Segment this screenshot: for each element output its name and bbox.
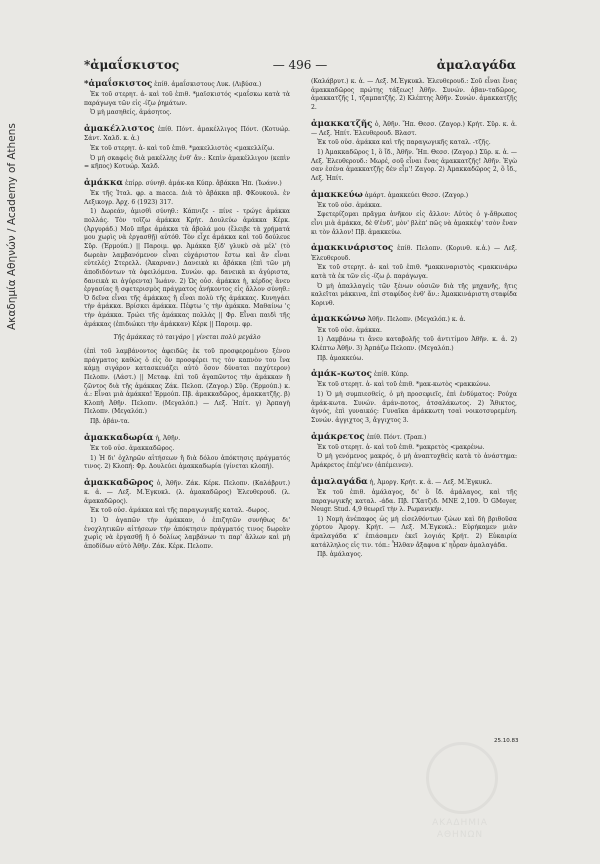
header-left-word: *ἀμαΐσκιστος [84,58,180,72]
headword: ἀμαλαγάδα [311,476,368,487]
dictionary-entry [84,123,290,172]
academy-side-label: Ακαδημία Αθηνών / Academy of Athens [6,123,18,330]
entry-paragraph [311,551,517,560]
entry-text: ἡ, Ἀμοργ. Κρήτ. κ. ἀ. — Λεξ. Μ.Ἐγκυκλ. [369,478,493,486]
entry-paragraph [84,190,290,207]
page-number: — 496 — [272,58,328,72]
entry-paragraph [84,445,290,454]
entry-text: Ἐκ τοῦ οὐσ. ἀμάκκα. [317,201,382,209]
date-stamp: 25.10.83 [494,738,519,744]
entry-paragraph [311,211,517,237]
entry-text: ἐπίθ. ἀμαΐσκιστους Λυκ. (Λιβύσα.) [154,81,262,88]
entry-paragraph [311,242,517,263]
entry-paragraph [311,391,517,426]
entry-paragraph [311,264,517,281]
entry-text: ἐπίθ. Πελοπν. (Κορινθ. κ.ἀ.) — Λεξ. Ἐλευθερουδ. [311,245,517,262]
entry-text: ἀμάρτ. ἀμακκεύει Θεσσ. (Ζαγορ.) [364,191,469,199]
headword: ἀμάκκα [84,177,124,188]
entry-text: 1) Δωρεάν, ἀμισθὶ σύνηθ.: Κάπνιζε - πίνε - τρώγε ἀμάκκα πολλάς. Τὸν τοῖζω ἀμάκκα Κρήτ. Δουλεύω ἀμάκκα Κέρκ. (Ἀργυράδ.) Μοῦ πῆρε ἀμάκκα τὰ ἄβολά μου (ἔλειβε τὰ χρήματά μου χωρὶς νὰ ἐργασθῇ) αὐτόθ. Τὸν εἶχε ἀμάκκα καὶ τοῦ δούλευε Σῦρ. (Ἑρμούπ.) || Παροιμ. φρ. Ἀμάκκα ξίδ' γλυκὺ σὰ μέλ' (τὸ δωρεὰν λαμβανόμενον εἶναι εὐχάριστον ἔστω καὶ ἂν εἶναι εὐτελές) Στερελλ. (Ἀκαρναν.) Δανεικὰ κι ἄβάκκα (ἐπὶ τῶν μὴ ἀποδιδόντων τὰ ὀφειλόμενα. Συνών. φρ. δανεικὰ κι ἀγύριστα, δανεικὰ κι ἀγύρεντα) Ἰωάνν. 2) Ὡς οὐσ. ἀμάκκα ἡ, κέρδος ἄνευ ἐργασίας ἢ σφετερισμὸς πράγματος ἀνήκοντος εἰς ἄλλον σύνηθ.: Ὁ δεῖνα εἶναι τῆς ἀμάκκας ἢ εἶναι πολὺ τῆς ἀμάκκας. Κυνηγάει τὴν ἀμάκκα. Βρίσκει ἀμάκκα. Πέφτω 'ς τὴν ἀμάκκα. Μαθαίνω 'ς τὴν ἀμάκκα. Τρώει τῆς ἀμάκκας πολλὰς || Φρ. Εἶναι παιδὶ τῆς ἀμάκκας (ἐπιδιώκει τὴν ἀμάκκαν) Κέρκ || Παροιμ. φρ. [84,208,290,328]
entry-text: Ἐκ τοῦ οὐσ. ἀμάκκα καὶ τῆς παραγωγικῆς καταλ. -δωρος. [90,507,270,515]
entry-paragraph [84,91,290,108]
entry-paragraph [84,348,290,417]
entry-paragraph [84,517,290,552]
headword: *ἀμαΐσκιστος [84,79,153,89]
entry-paragraph [84,455,290,472]
entry-text: 1) Νομὴ ἀνέπαφος ὡς μὴ εἰσελθόντων ζώων καὶ δὴ βριθοῦσα χόρτου Ἀμοργ. Κρήτ. — Λεξ. Μ.Ἐγκυκλ.: Εὑρήκαμεν μιὰν ἀμαλαγάδα κ' ἐπιάσαμεν ἐκεῖ λογιάς Κρήτ. 2) Εὐκαιρία κατάλληλος εἰς τιν. τόπ.: Ἦλθαν ἄξαφνα κ' ηὗραν ἀμαλαγάδα. [311,515,517,549]
dictionary-entry [84,432,290,472]
entry-text: Ὁ μὴ ἀπαλλαγεὶς τῶν ξένων οὐσιῶν διὰ τῆς μηχανῆς, ἥτις καλεῖται μάκκινα, ἐπὶ σταφίδος ἐνθ' ἄν.: Ἀμακκινάριστη σταφίδα Κορινθ. [311,282,517,307]
headword: ἀμακκινάριστος [311,243,394,254]
header-right-word: ἀμαλαγάδα [436,58,516,72]
entry-paragraph [311,444,517,453]
entry-paragraph [311,139,517,148]
entry-paragraph [84,155,290,172]
dictionary-entry [311,242,517,308]
entry-text: Ἐκ τοῦ στερητ. ἀ- καὶ τοῦ ἐπιθ. *μακελλιστὸς <μακελλίζω. [90,144,275,152]
seal-emblem [426,742,498,814]
entry-text: Ἀθῆν. Πελοπν. (Μεγαλόπ.) κ. ἀ. [367,316,466,324]
entry-text: Πβ. ἀμακκεύω. [317,354,364,362]
entry-text: (ἐπὶ τοῦ λαμβάνοντος ἀφειδῶς ἐκ τοῦ προσφερομένου ξένου πράγματος καθὼς ὁ εἰς ὃν προσφέρει τις τὸν καπνὸν του ἵνα κάμῃ σιγάρον κατασκευάζει αὐτὸ ὅσον δύναται παχύτερον) Πελοπν. (Λάστ.) || Μεταφ. ἐπὶ τοῦ ἀγαπῶντος τὴν ἀμάκκαν ἢ ζῶντος διὰ τῆς ἀμάκκας Ζάκ. Πελοπ. (Ζαγορ.) Σῦρ. (Ἑρμούπ.) κ. ἀ.: Εἶναι μιὰ ἀμάκκα! Ἑρμούπ. Πβ. ἀμακκαδῶρος, ἀμακκατζῆς. β) Κλοπὴ Ἀθῆν. Πελοπν. (Μεγαλόπ.) — Λεξ. Ἠπίτ. γ) Ἁρπαγὴ Πελοπν. (Μεγαλόπ.) [84,347,290,416]
entry-paragraph [311,313,517,325]
entry-paragraph [311,327,517,336]
entry-paragraph [84,177,290,189]
entry-text: 1) Ὁ ἀγαπῶν τὴν ἀμάκκαν, ὁ ἐπιζητῶν συνήθως δι' ἐνοχλητικῶν αἰτήσεων τὴν ἀπόκτησιν πράγματός τινος δωρεὰν χωρὶς νὰ ἐργασθῇ ἢ ὁ δολίως λαμβάνων τι παρ' ἄλλων καὶ μὴ ἀποδίδων αὐτὸ Ἀθῆν. Ζάκ. Κέρκ. Πελοπν. [84,517,290,550]
entry-text: Ἐκ τοῦ οὐσ. ἀμάκκα καὶ τῆς παραγωγικῆς καταλ. -τζῆς. [317,139,491,147]
entry-text: ἐπίθ. Κύπρ. [373,371,409,379]
entry-text: Ὁ μὴ γενόμενος μακρός, ὁ μὴ ἀναπτυχθεὶς κατὰ τὸ ἀνάστημα: Ἀμάκρετος ἐπέμ'νεν (ἀπέμεινεν). [311,453,517,470]
entry-paragraph [84,145,290,154]
entry-text: Ἐκ τοῦ στερητ. ἀ- καὶ τοῦ ἐπιθ. *μακ-κωτὸς <μακκώνω. [317,381,491,389]
dictionary-entry [84,334,290,343]
dictionary-entry [84,477,290,552]
entry-paragraph [311,189,517,201]
page-header [84,58,516,74]
entry-text: Σφετερίζομαι πρᾶγμα ἀνῆκον εἰς ἄλλον: Αὐτὸς ὁ γ-ἄθρωπος εἶνι μιὰ ἀμάκκα, δὲ θ'ἐνδ', μὸν' βλὲπ' πῶς νὰ ἀμακκέψ' τσὸν ἔναν κι τὸν ἄλλον! Πβ. ἀμακκεύω. [311,211,517,236]
entry-paragraph [311,431,517,443]
dictionary-entry [311,118,517,184]
entry-paragraph [311,202,517,211]
dictionary-entry [311,368,517,425]
entry-text: Πβ. ἀβάν-τα. [90,418,130,426]
entry-text: 1) Λαμβάνω τι ἄνευ καταβολῆς τοῦ ἀντιτίμου Ἀθῆν. κ. ἀ. 2) Κλέπτω Ἀθῆν. 3) Ἁρπάζω Πελοπν. (Μεγαλόπ.) [311,336,517,352]
entry-text: ὁ, Ἀθῆν. Ζάκ. Κέρκ. Πελοπν. (Καλάβρυτ.) κ. ἀ. — Λεξ. Μ.Ἐγκυκλ. (λ. ἀμακαδῶρος) Ἐλευθερουδ. (λ. ἀμακαδῶρος). [84,479,290,505]
headword: ἀμάκρετος [311,431,365,442]
entry-text: Ἐκ τοῦ οὐσ. ἀμακκαδῶρος. [90,444,175,452]
entry-paragraph [84,78,290,90]
dictionary-entry [311,476,517,560]
right-column [311,78,517,565]
entry-paragraph [84,507,290,516]
entry-text: 1) Ἡ δι' ὀχληρῶν αἰτήσεων ἢ διὰ δόλου ἀπόκτησις πράγματός τινος. 2) Κλοπή: Φρ. Δουλεύει ἀμακκαδωρία (γίνεται κλοπή). [84,454,290,471]
entry-text: Ἐκ τοῦ στερητ. ἀ- καὶ τοῦ ἐπιθ. *μακρετὸς <μακρένω. [317,443,485,451]
headword: ἀμακκώνω [311,314,366,325]
dictionary-entry [84,177,290,329]
entry-text: Ἐκ τοῦ στερητ. ἀ- καὶ τοῦ ἐπιθ. *μαϊσκιστός <μαΐσκω κατὰ τὰ παράγωγα τῶν εἰς -ίζω ῥημάτων. [84,91,290,107]
entry-text: ἐπίθ. Πόντ. ἀμακέλλιγος Πόντ. (Κοτυώρ. Σάντ. Χαλδ. κ. ἀ.) [84,126,290,143]
entry-paragraph [311,476,517,488]
entry-text: 1) Ἀμακκαδῶρος 1, ὃ ἴδ., Ἀθῆν. Ἤπ. Θεσσ. (Ζαγορ.) Σῦρ. κ. ἀ. — Λεξ. Ἐλευθερουδ.: Μωρέ, σοῦ εἶναι ἕνας ἀμακκατζῆς! Ἀθῆν. Ἐγὼ σαν ἐσένα ἀμακκατζῆς δὲν εἶμ'! Ζαγορ. 2) Ἀμακκαδῶρος 2, ὃ ἴδ., Λεξ. Ἠπίτ. [311,149,517,182]
entry-text: Πβ. ἀμάλαγος. [317,551,363,559]
entry-paragraph [311,453,517,470]
dictionary-entry [311,313,517,363]
entry-paragraph [311,516,517,551]
entry-paragraph [311,118,517,139]
seal-text: ΑΚΑΔΗΜΙΑ ΑΘΗΝΩΝ [432,818,488,840]
entry-paragraph [84,432,290,444]
headword: ἀμακκαδωρία [84,432,154,443]
entry-text: Ἐκ τοῦ οὐσ. ἀμάκκα. [317,326,382,334]
entry-paragraph [311,283,517,309]
verse-quote: Τῆς ἀμάκκας τὸ ταιγάρο | γίνεται πολὺ μεγάλο [113,334,261,342]
entry-text: Ὁ μὴ σκαφεὶς διὰ μακέλλης ἐνθ' ἄν.: Κεπὶν ἀμακέλλιγον (κεπὶν = κῆπος) Κοτυώρ. Χαλδ. [84,154,290,171]
entry-text: 1) Ὁ μὴ συμπιεσθείς, ὁ μὴ προσεφιεῖς, ἐπὶ ἐνδύματος: Ρούχα ἀμάκ-κωτα. Συνών. ἀμάν-ποτος, ἀτσαλάκωτος. 2) Ἄθικτος, ἁγνός, ἐπὶ γυναικός: Γυναῖκα ἀμάκκωτη τσαὶ νοικοτσυρεμένη. Συνών. ἀγγιχτος 3, ἄγγιχτος 3. [311,391,517,424]
entry-text: (Καλάβρυτ.) κ. ἀ. — Λεξ. Μ.Ἐγκυκλ. Ἐλευθερουδ.: Σοῦ εἶναι ἕνας ἀμακκαδῶρος πρώτης τάξεως! Ἀθῆν. Συνών. ἀβαν-ταδῶρος, ἀμακκατζῆς 1, τζαμπατζῆς. 2) Κλέπτης Ἀθῆν. Συνών. ἀμακκατζῆς 2. [311,78,517,111]
headword: ἀμακέλλιστος [84,124,155,135]
headword: ἀμακκαδῶρος [84,477,154,488]
entry-paragraph [311,355,517,364]
entry-text: ἐπίθ. Πόντ. (Τραπ.) [366,433,427,441]
dictionary-entry [311,431,517,471]
entry-paragraph [84,477,290,506]
entry-paragraph [84,123,290,144]
entry-text: Ὁ μὴ μασηθείς, ἀμάσητος. [90,109,172,117]
dictionary-entry [311,189,517,238]
headword: ἀμάκ-κωτος [311,369,372,380]
headword: ἀμακκεύω [311,189,363,200]
entry-paragraph [84,418,290,427]
entry-text: ἡ, Ἀθῆν. [155,434,181,442]
entry-paragraph [311,149,517,184]
headword: ἀμακκατζῆς [311,118,373,129]
entry-paragraph [311,336,517,353]
dictionary-entry [84,78,290,118]
entry-paragraph [311,78,517,113]
entry-text: ἐπίρρ. σύνηθ. ἀμάκ-κα Κύπρ. ἄβάκκα Ἠπ. (Ἰωάνν.) [124,179,282,187]
dictionary-entry [311,78,517,113]
entry-text: Ἐκ τοῦ στερητ. ἀ- καὶ τοῦ ἐπιθ. *μακκιναριστὸς <μακκινάρω κατὰ τὰ ἐκ τῶν εἰς -ίζω ῥ. παράγωγα. [311,264,517,280]
entry-paragraph [311,368,517,380]
left-column [84,78,290,557]
entry-paragraph [84,208,290,329]
entry-paragraph [84,109,290,118]
academy-watermark-seal [408,742,512,852]
entry-text: Ἐκ τοῦ ἐπιθ. ἀμάλαγος, δι' ὃ ἴδ. ἀμάλαγος, καὶ τῆς παραγωγικῆς καταλ. -άδα. Πβ. ΓΧατζιδ. ΜΝΕ 2,109. Ὁ GMeyer, Neugr. Stud. 4,9 θεωρεῖ τὴν λ. Ρωμανικήν. [311,488,517,514]
entry-paragraph [311,489,517,515]
entry-paragraph [311,381,517,390]
entry-text: Ἐκ τῆς Ἰταλ. φρ. a macca. Διὰ τὸ ἄβάκκα πβ. ΦΚουκουλ. ἐν Λεξικογρ. Ἀρχ. 6 (1923) 317. [84,190,290,206]
dictionary-entry [84,348,290,427]
entry-text: ὁ, Ἀθῆν. Ἤπ. Θεσσ. (Ζαγορ.) Κρήτ. Σῦρ. κ. ἀ. — Λεξ. Ἠπίτ. Ἐλευθερουδ. Βλαστ. [311,120,517,137]
